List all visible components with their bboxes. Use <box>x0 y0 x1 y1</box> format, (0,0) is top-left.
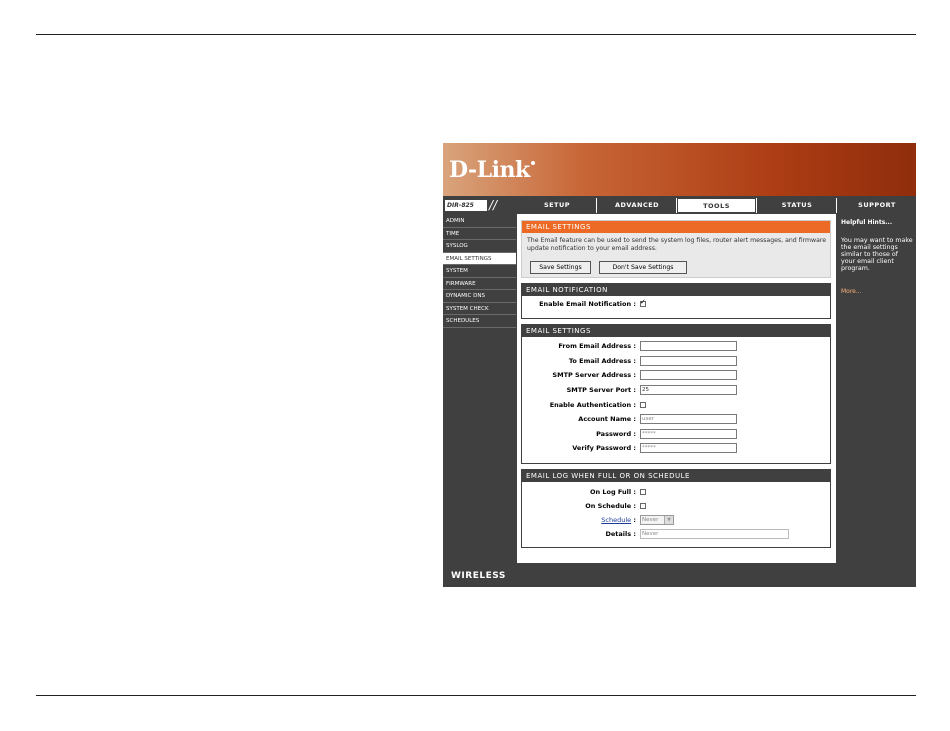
intro-panel <box>521 220 831 278</box>
schedule-select[interactable] <box>640 515 674 525</box>
details-input: Never <box>640 529 789 539</box>
chevron-down-icon: ▼ <box>664 516 673 524</box>
verify-password-input[interactable]: ***** <box>640 443 737 453</box>
hints-more-link[interactable]: More... <box>841 288 862 295</box>
sidebar-item-time[interactable]: TIME <box>443 228 516 241</box>
enable-notification-checkbox[interactable] <box>640 298 646 307</box>
router-window <box>443 143 916 587</box>
account-row <box>522 413 830 425</box>
account-label: Account Name : <box>578 415 636 423</box>
main-content <box>517 214 836 563</box>
enable-notification-row <box>522 298 830 310</box>
intro-title: EMAIL SETTINGS <box>522 221 830 233</box>
port-label: SMTP Server Port : <box>566 386 636 394</box>
from-email-input[interactable] <box>640 341 737 351</box>
log-full-label: On Log Full : <box>589 488 636 496</box>
top-navigation <box>443 198 916 213</box>
model-name: DIR-825 <box>445 200 487 211</box>
slash-divider-icon: // <box>489 198 498 212</box>
tab-advanced[interactable]: ADVANCED <box>597 198 677 213</box>
brand-banner <box>443 143 916 196</box>
sidebar-menu <box>443 215 516 328</box>
password-input[interactable]: ***** <box>640 429 737 439</box>
hints-text: You may want to make the email settings similar to those of your email client program. <box>841 237 913 272</box>
to-row <box>522 355 830 367</box>
auth-row <box>522 399 830 411</box>
verify-row <box>522 442 830 454</box>
schedule-link[interactable]: Schedule <box>601 516 632 524</box>
helpful-hints-panel <box>838 214 916 563</box>
enable-notification-label: Enable Email Notification : <box>539 300 636 308</box>
tab-tools[interactable]: TOOLS <box>677 198 756 213</box>
on-log-full-checkbox[interactable] <box>640 489 646 495</box>
schedule-row <box>522 514 830 526</box>
smtp-server-input[interactable] <box>640 370 737 380</box>
from-label: From Email Address : <box>558 342 636 350</box>
auth-label: Enable Authentication : <box>549 401 636 409</box>
sidebar-item-system-check[interactable]: SYSTEM CHECK <box>443 303 516 316</box>
tab-status[interactable]: STATUS <box>757 198 837 213</box>
enable-authentication-checkbox[interactable] <box>640 402 646 408</box>
to-label: To Email Address : <box>568 357 636 365</box>
save-settings-button[interactable]: Save Settings <box>530 261 591 274</box>
email-log-panel <box>521 469 831 548</box>
checkmark-icon: ✓ <box>640 298 646 306</box>
schedule-select-value: Never <box>642 517 659 523</box>
tab-support[interactable]: SUPPORT <box>838 198 916 213</box>
sidebar-item-dynamic-dns[interactable]: DYNAMIC DNS <box>443 290 516 303</box>
server-row <box>522 369 830 381</box>
log-full-row <box>522 486 830 498</box>
model-badge <box>443 198 515 213</box>
sidebar-item-syslog[interactable]: SYSLOG <box>443 240 516 253</box>
sidebar-item-system[interactable]: SYSTEM <box>443 265 516 278</box>
on-schedule-row <box>522 500 830 512</box>
log-title: EMAIL LOG WHEN FULL OR ON SCHEDULE <box>522 470 830 482</box>
smtp-settings-panel <box>521 324 831 464</box>
sidebar-item-firmware[interactable]: FIRMWARE <box>443 278 516 291</box>
smtp-port-input[interactable]: 25 <box>640 385 737 395</box>
email-notification-panel <box>521 283 831 319</box>
to-email-input[interactable] <box>640 356 737 366</box>
sidebar-item-admin[interactable]: ADMIN <box>443 215 516 228</box>
dont-save-settings-button[interactable]: Don't Save Settings <box>599 261 687 274</box>
sidebar-item-email-settings[interactable]: EMAIL SETTINGS <box>443 253 516 266</box>
dlink-logo <box>449 157 535 183</box>
on-schedule-checkbox[interactable] <box>640 503 646 509</box>
tab-divider <box>836 198 837 213</box>
page-rule-bottom <box>36 695 916 696</box>
password-label: Password : <box>596 430 636 438</box>
schedule-label <box>601 514 636 526</box>
server-label: SMTP Server Address : <box>552 371 636 379</box>
intro-description: The Email feature can be used to send the system log files, router alert messages, and firmware update notification to your email address. <box>527 237 827 252</box>
notification-title: EMAIL NOTIFICATION <box>522 284 830 296</box>
tab-setup[interactable]: SETUP <box>517 198 597 213</box>
wireless-logo: WIRELESS <box>451 571 506 581</box>
smtp-title: EMAIL SETTINGS <box>522 325 830 337</box>
password-row <box>522 428 830 440</box>
on-schedule-label: On Schedule : <box>585 502 636 510</box>
hints-title: Helpful Hints... <box>841 219 893 226</box>
port-row <box>522 384 830 396</box>
footer-bar <box>443 565 916 587</box>
logo-text: D-Link <box>449 157 530 183</box>
verify-label: Verify Password : <box>572 444 636 452</box>
sidebar-item-schedules[interactable]: SCHEDULES <box>443 315 516 328</box>
details-row <box>522 528 830 540</box>
schedule-colon: : <box>631 516 636 524</box>
logo-dot-icon <box>531 161 535 165</box>
from-row <box>522 340 830 352</box>
details-label: Details : <box>605 530 636 538</box>
page-rule-top <box>36 34 916 35</box>
account-name-input[interactable]: user <box>640 414 737 424</box>
